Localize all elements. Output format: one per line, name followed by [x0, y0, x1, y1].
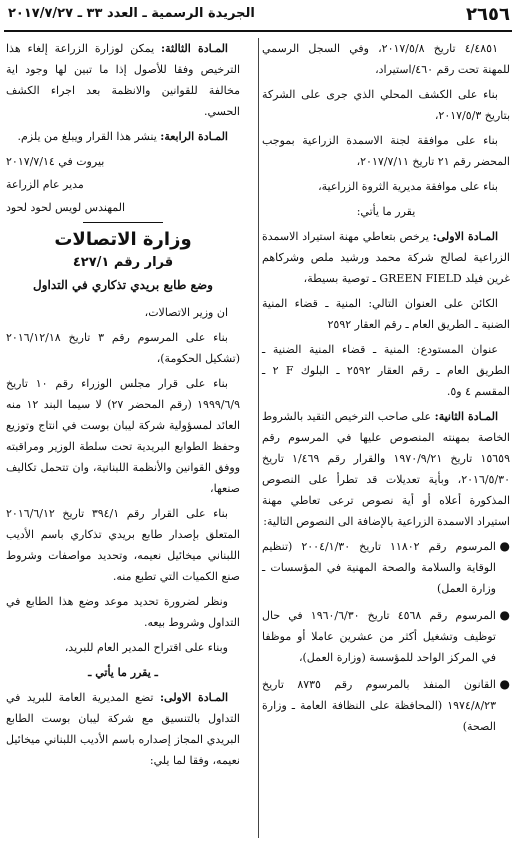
article-heading: المـادة الاولى: — [159, 691, 228, 704]
article-text: على صاحب الترخيص التقيد بالشروط الخاصة بمهنته المنصوص عليها في المرسوم رقم ١٥٦٥٩ تاريخ ١٩٧٠/٩/٢١ والقرار رقم ١/٤٦٩ تاريخ ٢٠١٦/٥/٣٠، وبأية تعديلات قد تطرأ على النصوص المذكورة أعلاه أو أية نصوص ترعى تعاطي مهنة استيراد الاسمدة الزراعية بالإضافة الى النصوص التالية: — [262, 410, 510, 528]
paragraph: ان وزير الاتصالات، — [144, 306, 228, 319]
address-paragraph: الكائن على العنوان التالي: المنية ـ قضاء المنية الضنية ـ الطريق العام ـ رقم العقار ٢٥٩٢ — [262, 297, 510, 331]
paragraph: ونظر لضرورة تحديد موعد وضع هذا الطابع في التداول وشروط بيعه. — [6, 595, 240, 629]
list-item-text: المرسوم رقم ٤٥٦٨ تاريخ ١٩٦٠/٦/٣٠ في حال توظيف وتشغيل أكثر من عشرين عاملا أو موظفا في المركز الواحد للمؤسسة (وزارة العمل)، — [262, 609, 496, 664]
section-divider — [83, 222, 163, 223]
article-text: تضع المديرية العامة للبريد في التداول بالتنسيق مع شركة ليبان بوست الطابع البريدي المجاز إصداره باسم الأديب اللبناني ميخائيل نعيمه، وفقا لما يلي: — [6, 691, 240, 767]
article-heading: المـادة الثانية: — [434, 410, 499, 423]
paragraph: بناء على القرار رقم ٣٩٤/١ تاريخ ٢٠١٦/٦/١٢ المتعلق بإصدار طابع بريدي تذكاري باسم الأديب اللبناني ميخائيل نعيمه، وتحديد مواصفات وشروط صنع الكميات التي تطبع منه. — [6, 507, 240, 583]
list-item — [262, 605, 510, 668]
paragraph: بناء على قرار مجلس الوزراء رقم ١٠ تاريخ ١٩٩٩/٦/٩ (رقم المحضر ٢٧) لا سيما البند ١٢ منه العائد لمسؤولية شركة ليبان بوست في انتاج وتوزيع وحفظ الطوابع البريدية تحت سلطة الوزير ومراقبته ووفق القوانين والأنظمة اللبنانية، وان تتحمل تكاليف صنعها، — [6, 377, 241, 495]
left-column — [6, 38, 240, 775]
place-date: بيروت في ٢٠١٧/٧/١٤ — [6, 155, 105, 168]
signer-title: مدير عام الزراعة — [6, 178, 84, 191]
paragraph: بناء على موافقة مديرية الثروة الزراعية، — [318, 180, 498, 193]
column-divider — [258, 38, 259, 838]
article-heading: المـادة الاولى: — [432, 230, 498, 243]
article-heading: المـادة الثالثة: — [161, 42, 228, 55]
right-column — [262, 38, 510, 743]
ministry-title: وزارة الاتصالات — [54, 229, 192, 250]
decree-subject: وضع طابع بريدي تذكاري في التداول — [33, 278, 213, 292]
warehouse-address: عنوان المستودع: المنية ـ قضاء المنية الضنية ـ الطريق العام ـ رقم العقار ٢٥٩٢ ـ البلوك F ٢ ـ المقسم ٤ و٥. — [262, 343, 510, 398]
paragraph: وبناء على اقتراح المدير العام للبريد، — [64, 641, 228, 654]
paragraph: ٤/٤٨٥١ تاريخ ٢٠١٧/٥/٨، وفي السجل الرسمي للمهنة تحت رقم ٤٦٠/استيراد، — [262, 42, 510, 76]
article-text: ينشر هذا القرار ويبلغ من يلزم. — [17, 130, 157, 143]
article-1 — [6, 687, 240, 771]
paragraph: بناء على المرسوم رقم ٣ تاريخ ٢٠١٦/١٢/١٨ (تشكيل الحكومة)، — [6, 331, 240, 365]
bullet-icon: ● — [499, 539, 510, 553]
article-1 — [262, 226, 510, 289]
decides-heading: يقرر ما يأتي: — [356, 205, 416, 218]
article-4 — [6, 126, 240, 147]
decree-number: قرار رقم ٤٢٧/١ — [72, 255, 174, 270]
bullet-icon: ● — [499, 608, 510, 622]
decides-heading: ـ يقرر ما يأتي ـ — [88, 666, 158, 679]
article-3 — [6, 38, 240, 122]
list-item-text: القانون المنفذ بالمرسوم رقم ٨٧٣٥ تاريخ ١٩٧٤/٨/٢٣ (المحافظة على النظافة العامة ـ وزارة الصحة) — [262, 678, 496, 733]
list-item-text: المرسوم رقم ١١٨٠٢ تاريخ ٢٠٠٤/١/٣٠ (تنظيم الوقاية والسلامة والصحة المهنية في المؤسسات ـ وزارة العمل) — [262, 540, 496, 595]
list-item — [262, 536, 510, 599]
paragraph: بناء على الكشف المحلي الذي جرى على الشركة بتاريخ ٢٠١٧/٥/٣، — [262, 88, 510, 122]
article-2 — [262, 406, 510, 532]
header-rule — [4, 30, 512, 32]
list-item — [262, 674, 510, 737]
bullet-icon: ● — [499, 677, 510, 691]
article-heading: المـادة الرابعة: — [160, 130, 228, 143]
article-text: يمكن لوزارة الزراعة إلغاء هذا الترخيص وفقا للأصول إذا ما تبين لها وجود اية مخالفة للقوانين والانظمة بعد اجراء الكشف الحسي. — [6, 42, 240, 118]
signer-name: المهندس لويس لحود لحود — [6, 201, 126, 214]
page-number: ٢٦٥٦ — [466, 4, 510, 25]
article-text: يرخص بتعاطي مهنة استيراد الاسمدة الزراعية لصالح شركة محمد ورشيد ملص وشركاهم غرين فيلد GREEN FIELD ـ توصية بسيطة، — [262, 230, 510, 285]
page-header — [0, 0, 516, 28]
gazette-title: الجريدة الرسمية ـ العدد ٣٣ ـ ٢٠١٧/٧/٢٧ — [8, 6, 255, 21]
paragraph: بناء على موافقة لجنة الاسمدة الزراعية بموجب المحضر رقم ٢١ تاريخ ٢٠١٧/٧/١١، — [262, 134, 510, 168]
